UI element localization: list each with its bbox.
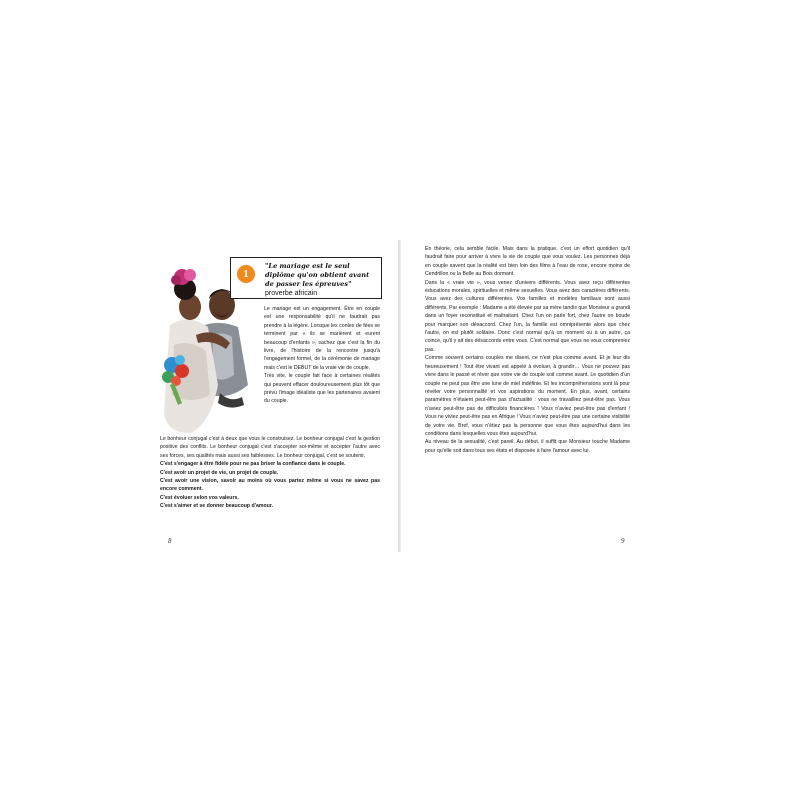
chapter-number-badge: 1 [237, 265, 255, 283]
left-page [160, 245, 380, 555]
left-body-text [160, 435, 380, 511]
paragraph: Le mariage est un engagement. Être en couple est une responsabilité qu'il ne faudrait pas prendre à la légère. Lorsque les contes de fées se terminent par « ils se marièrent et eurent beaucoup d'enfants », sachez que c'est la fin du livre, de l'histoire de la rencontre jusqu'à l'engagement formel, de la cérémonie de mariage mais c'est le DEBUT de la vraie vie de couple. [264, 306, 380, 371]
quote-attribution: proverbe africain [265, 290, 318, 297]
quote-text [265, 262, 379, 298]
paragraph: Très vite, le couple fait face à certaines réalités qui peuvent effacer douloureusement plus tôt que prévu l'image idéaliste que les partenaires avaient du couple. [264, 373, 380, 405]
page-number-left: 8 [168, 537, 172, 545]
bold-line: C'est avoir un projet de vie, un projet de couple. [160, 469, 279, 476]
paragraph: En théorie, cela semble facile. Mais dans la pratique, c'est un effort quotidien qu'il faudrait faire pour arriver à vivre la vie de couple que vous voulez. Les personnes déjà en couple savent que la réalité est bien loin des films à l'eau de rose, encore moins de Cendrillon ou la Belle au Bois dormant. [425, 246, 630, 278]
bold-line: C'est évoluer selon vos valeurs. [160, 494, 239, 501]
paragraph: Le bonheur conjugal c'est à deux que vous le construisez. Le bonheur conjugal c'est la gestion positive des conflits. Le bonheur conjugal c'est s'accepter soi-même et accepter l'autre avec ses forces, ses qualités mais aussi ses faiblesses. Le bonheur conjugal, c'est se soutenir. [160, 436, 380, 459]
paragraph: Dans la « vraie vie », vous venez d'univers différents. Vous avez reçu différentes éducations morales, spirituelles et même sexuelles. Vous avez des caractères différents. Vous avez des cultures différentes. Vos familles et modèles familiaux sont aussi différents. Par exemple : Madame a été élevée par sa mère tandis que Monsieur a grandi dans un foyer reconstitué et maltraitant. Chez l'un on parle fort, chez l'autre on boude pour marquer son désaccord. Chez l'un, la famille est omniprésente alors que chez l'autre, on est plutôt solitaire. Donc c'est normal qu'à un moment ou à un autre, ça coince, qu'il y ait des désaccords entre vous. C'est normal que vous ne vous compreniez pas. [425, 279, 630, 353]
bold-line: C'est s'aimer et se donner beaucoup d'amour. [160, 503, 273, 510]
bold-line: C'est avoir une vision, savoir au moins où vous partez même si vous ne savez pas encore comment. [160, 478, 380, 493]
bold-line: C'est s'engager à être fidèle pour ne pas briser la confiance dans le couple. [160, 461, 346, 468]
paragraph: Au niveau de la sexualité, c'est pareil. Au début, il suffit que Monsieur touche Madame pour qu'elle soit dans tous ses états et disposée à faire l'amour avec lui. [425, 439, 630, 454]
right-page [425, 245, 630, 555]
paragraph: Comme souvent certains couples me disent, ce n'est plus comme avant. Et je leur dis heureusement ! Tout être vivant est appelé à évoluer, à grandir… Vous ne pouvez pas vivre dans le passé et rêver que votre vie de couple soit comme avant. Le quotidien d'un couple ne peut pas être une lune de miel indéfinie. Et les incompréhensions sont là pour révéler votre personnalité et vos aspirations du moment. En plus, avant, certains paramètres n'étaient peut-être pas d'actualité : vous ne travailliez peut-être pas. Vous n'aviez peut-être pas de difficultés financières ! Vous n'aviez peut-être pas d'enfant ! Vous ne viviez peut-être pas en Afrique ! Vous n'aviez peut-être pas une certaine visibilité de votre vie. Bref, vous n'étiez pas la personne que vous êtes aujourd'hui dans les conditions dans lesquelles vous êtes aujourd'hui. [425, 355, 630, 437]
quote-callout [230, 257, 382, 299]
book-gutter [398, 240, 401, 552]
illustration-wrap-text [264, 305, 380, 406]
page-number-right: 9 [621, 537, 625, 545]
quote: "Le mariage est le seul diplôme qu'on obtient avant de passer les épreuves" [265, 262, 370, 288]
